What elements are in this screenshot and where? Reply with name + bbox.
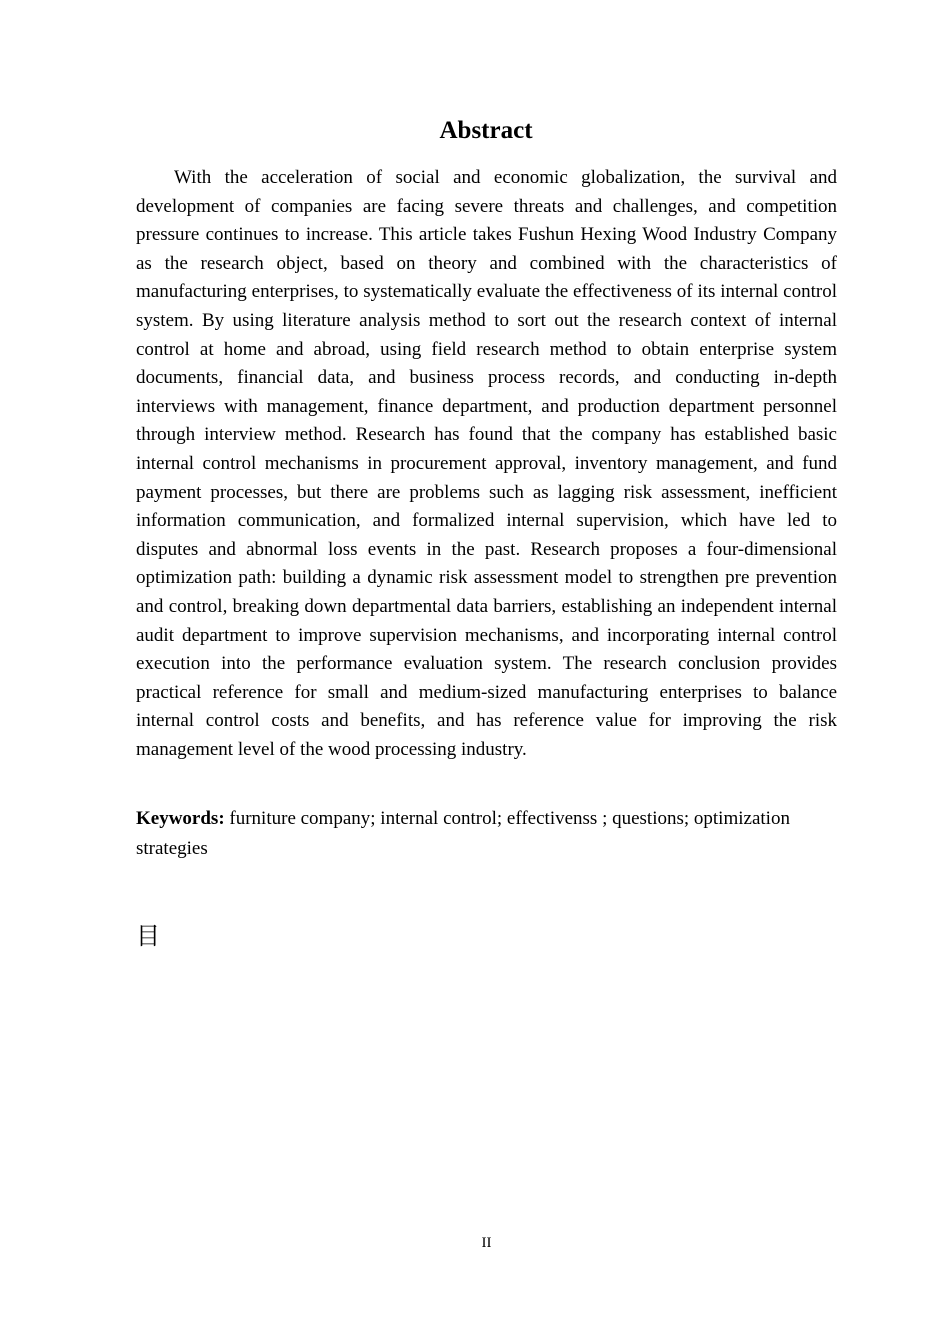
abstract-title: Abstract bbox=[439, 117, 533, 144]
toc-heading: 目 bbox=[136, 922, 160, 950]
keywords-line bbox=[136, 804, 837, 864]
keywords-label: Keywords: bbox=[136, 808, 225, 829]
keywords-text: furniture company; internal control; effectivenss ; questions; optimization strategies bbox=[136, 808, 790, 859]
abstract-body: With the acceleration of social and economic globalization, the survival and development of companies are facing severe threats and challenges, and competition pressure continues to increase. This article takes Fushun Hexing Wood Industry Company as the research object, based on theory and combined with the characteristics of manufacturing enterprises, to systematically evaluate the effectiveness of its internal control system. By using literature analysis method to sort out the research context of internal control at home and abroad, using field research method to obtain enterprise system documents, financial data, and business process records, and conducting in-depth interviews with management, finance department, and production department personnel through interview method. Research has found that the company has established basic internal control mechanisms in procurement approval, inventory management, and fund payment processes, but there are problems such as lagging risk assessment, inefficient information communication, and formalized internal supervision, which have led to disputes and abnormal loss events in the past. Research proposes a four-dimensional optimization path: building a dynamic risk assessment model to strengthen pre prevention and control, breaking down departmental data barriers, establishing an independent internal audit department to improve supervision mechanisms, and incorporating internal control execution into the performance evaluation system. The research conclusion provides practical reference for small and medium-sized manufacturing enterprises to balance internal control costs and benefits, and has reference value for improving the risk management level of the wood processing industry. bbox=[136, 167, 837, 760]
page-number: II bbox=[481, 1235, 492, 1251]
